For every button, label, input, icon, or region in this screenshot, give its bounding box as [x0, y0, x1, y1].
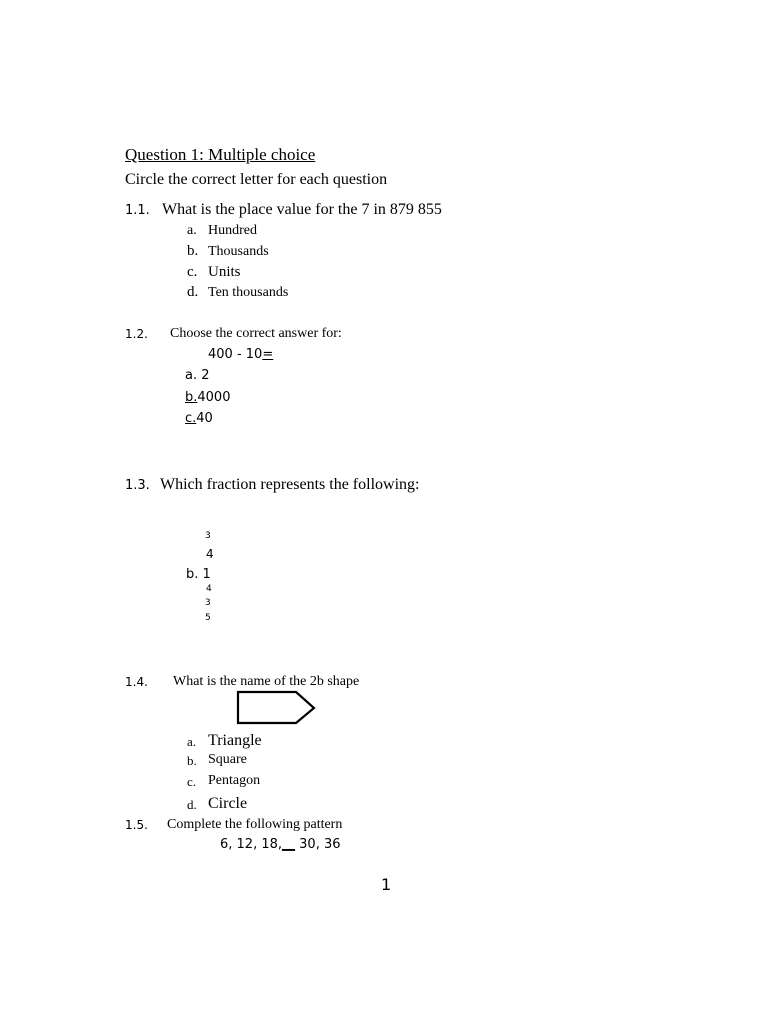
option-letter[interactable]: d. [187, 284, 199, 300]
option-b[interactable]: b.4000 [185, 390, 231, 405]
option-letter[interactable]: a. [187, 223, 197, 238]
instruction-text: Circle the correct letter for each question [125, 171, 388, 188]
option-text: Thousands [208, 244, 269, 259]
option-text: Ten thousands [208, 285, 289, 300]
math-expression: 400 - 10= [208, 347, 274, 362]
number-pattern: 6, 12, 18,__ 30, 36 [220, 837, 341, 852]
question-text: Complete the following pattern [167, 817, 343, 832]
option-c[interactable]: c.40 [185, 411, 213, 426]
question-text: What is the name of the 2b shape [173, 674, 360, 689]
fraction-line: 3 [205, 531, 211, 541]
option-text: Units [208, 264, 241, 280]
question-text: Choose the correct answer for: [170, 326, 342, 341]
question-number: 1.1. [125, 203, 150, 218]
option-text: Pentagon [208, 773, 261, 788]
option-b[interactable]: b. 1 [186, 567, 211, 582]
option-letter[interactable]: a. [187, 734, 197, 749]
pattern-blank[interactable]: __ [282, 837, 296, 852]
fraction-line: 4 [206, 584, 212, 594]
question-number: 1.3. [125, 478, 150, 493]
fraction-line: 3 [205, 598, 211, 608]
question-number: 1.5. [125, 818, 148, 832]
fraction-line: 5 [205, 613, 211, 623]
page-number: 1 [381, 875, 392, 894]
option-text: Circle [208, 795, 248, 812]
option-text: Hundred [208, 223, 257, 238]
question-text: Which fraction represents the following: [160, 476, 420, 493]
pentagon-shape-icon [236, 690, 318, 726]
option-text[interactable]: a. 2 [185, 368, 210, 383]
option-text: Square [208, 752, 247, 767]
option-letter[interactable]: c. [187, 264, 198, 280]
question-number: 1.4. [125, 675, 148, 689]
option-text: Triangle [208, 732, 262, 749]
fraction-line: 4 [206, 547, 214, 561]
option-letter[interactable]: b. [187, 243, 199, 259]
option-letter[interactable]: b. [187, 753, 197, 768]
option-letter[interactable]: d. [187, 797, 197, 812]
question-text: What is the place value for the 7 in 879 855 [162, 201, 442, 218]
page-title: Question 1: Multiple choice [125, 145, 316, 164]
option-letter[interactable]: c. [187, 774, 197, 789]
question-number: 1.2. [125, 327, 148, 341]
